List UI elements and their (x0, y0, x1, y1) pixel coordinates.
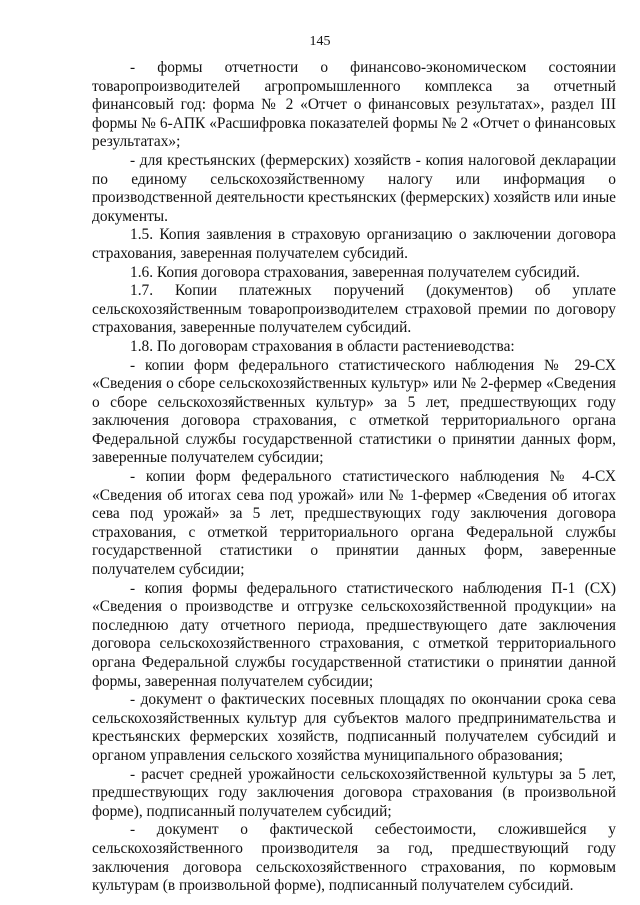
paragraph-form-29-sh: - копии форм федерального статистического наблюдения № 29-СХ «Сведения о сборе сельскохозяйственных культур» или № 2-фермер «Сведения о сборе сельскохозяйственных культур» за 5 лет, предшествующих году заключения договора страхования, с отметкой территориального органа Федеральной службы государственной статистики о принятии данных форм, заверенные получателем субсидии; (92, 356, 616, 467)
paragraph-sown-areas: - документ о фактических посевных площадях по окончании срока сева сельскохозяйственных культур для субъектов малого предпринимательства и крестьянских фермерских хозяйств, подписанный получателем субсидий и органом управления сельского хозяйства муниципального образования; (92, 691, 616, 764)
paragraph-farm-tax-declaration: - для крестьянских (фермерских) хозяйств - копия налоговой декларации по единому сельскохозяйственному налогу или информация о производственной деятельности крестьянских (фермерских) хозяйств или иные документы. (92, 151, 616, 225)
paragraph-yield-calculation: - расчет средней урожайности сельскохозяйственной культуры за 5 лет, предшествующих году заключения договора страхования (в произвольной форме), подписанный получателем субсидий; (92, 765, 616, 820)
paragraph-form-p-1: - копия формы федерального статистического наблюдения П-1 (СХ) «Сведения о производстве и отгрузке сельскохозяйственной продукции» на последнюю дату отчетного периода, предшествующего дате заключения договора сельскохозяйственного страхования, с отметкой территориального органа Федеральной службы государственной статистики о принятии данной формы, заверенная получателем субсидии; (92, 579, 616, 690)
paragraph-1-8: 1.8. По договорам страхования в области растениеводства: (130, 337, 515, 355)
paragraph-form-4-sh: - копии форм федерального статистического наблюдения № 4-СХ «Сведения об итогах сева под урожай» или № 1-фермер «Сведения об итогах сева под урожай» за 5 лет, предшествующих году заключения договора страхования, с отметкой территориального органа Федеральной службы государственной статистики о принятии данных форм, заверенные получателем субсидии; (92, 468, 616, 579)
document-body (92, 59, 616, 896)
paragraph-1-5: 1.5. Копия заявления в страховую организацию о заключении договора страхования, заверенная получателем субсидий. (92, 226, 616, 262)
paragraph-financial-reports: - формы отчетности о финансово-экономическом состоянии товаропроизводителей агропромышленного комплекса за отчетный финансовый год: форма № 2 «Отчет о финансовых результатах», раздел III формы № 6-АПК «Расшифровка показателей формы № 2 «Отчет о финансовых результатах»; (92, 59, 616, 151)
page-number: 145 (309, 34, 331, 49)
paragraph-cost-document: - документ о фактической себестоимости, сложившейся у сельскохозяйственного производителя за год, предшествующий году заключения договора сельскохозяйственного страхования, по кормовым культурам (в произвольной форме), подписанный получателем субсидий. (92, 821, 616, 895)
paragraph-1-6: 1.6. Копия договора страхования, заверенная получателем субсидий. (130, 263, 580, 281)
paragraph-1-7: 1.7. Копии платежных поручений (документов) об уплате сельскохозяйственным товаропроизводителем страховой премии по договору страхования, заверенные получателем субсидий. (92, 282, 616, 337)
